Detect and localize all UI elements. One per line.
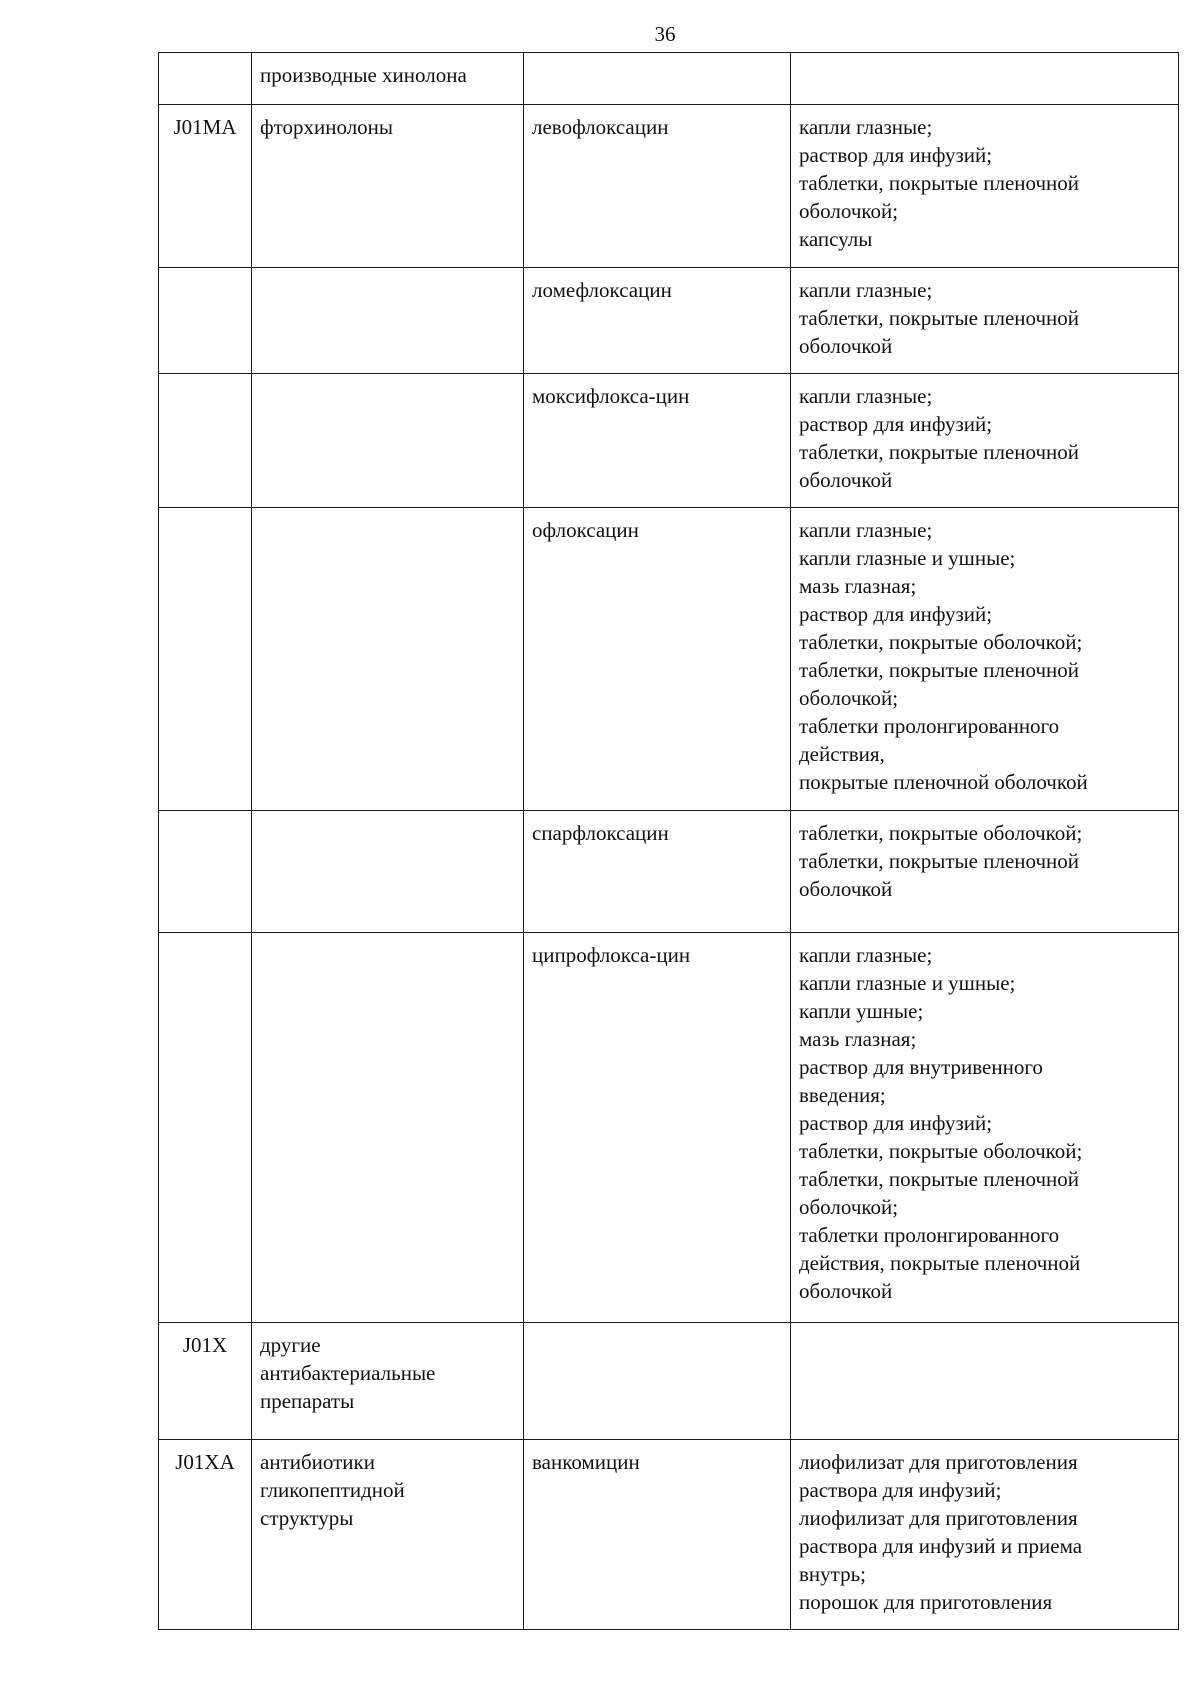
dosage-forms-text: капли глазные и ушные; — [799, 971, 1016, 995]
atc-code-cell — [159, 1323, 252, 1440]
drug-name-text: ломефлоксацин — [532, 278, 672, 302]
dosage-forms-text: раствор для инфузий; — [799, 1111, 993, 1135]
group-cell — [252, 811, 524, 933]
drug-name-cell — [524, 933, 791, 1323]
dosage-forms-text: действия, — [799, 742, 885, 766]
atc-code-cell — [159, 53, 252, 105]
drug-name-text: левофлоксацин — [532, 115, 669, 139]
dosage-forms-text: внутрь; — [799, 1562, 866, 1586]
dosage-forms-text: таблетки пролонгированного — [799, 714, 1060, 738]
dosage-forms-text: таблетки, покрытые пленочной — [799, 658, 1080, 682]
dosage-forms-cell — [791, 811, 1179, 933]
group-text: производные хинолона — [260, 63, 467, 87]
drug-name-cell — [524, 1440, 791, 1630]
drug-list-table — [158, 52, 1179, 1630]
group-cell — [252, 105, 524, 268]
dosage-forms-text: капли глазные; — [799, 115, 933, 139]
group-cell — [252, 268, 524, 374]
dosage-forms-text: введения; — [799, 1083, 886, 1107]
dosage-forms-cell — [791, 268, 1179, 374]
dosage-forms-text: капли глазные; — [799, 384, 933, 408]
drug-name-text: ципрофлокса-цин — [532, 943, 691, 967]
atc-code-cell — [159, 374, 252, 508]
dosage-forms-cell — [791, 508, 1179, 811]
drug-name-text: ванкомицин — [532, 1450, 640, 1474]
group-cell — [252, 53, 524, 105]
dosage-forms-text: мазь глазная; — [799, 1027, 917, 1051]
dosage-forms-text: таблетки пролонгированного — [799, 1223, 1060, 1247]
group-text: гликопептидной — [260, 1478, 405, 1502]
table-row — [159, 268, 1179, 374]
drug-name-text: спарфлоксацин — [532, 821, 669, 845]
atc-code-cell — [159, 811, 252, 933]
dosage-forms-text: капли ушные; — [799, 999, 924, 1023]
dosage-forms-text: таблетки, покрытые пленочной — [799, 171, 1080, 195]
table-row — [159, 53, 1179, 105]
dosage-forms-text: капли глазные; — [799, 278, 933, 302]
dosage-forms-text: раствора для инфузий и приема — [799, 1534, 1083, 1558]
group-text: структуры — [260, 1506, 354, 1530]
group-text: антибактериальные — [260, 1361, 436, 1385]
table-row — [159, 374, 1179, 508]
dosage-forms-text: оболочкой; — [799, 686, 899, 710]
dosage-forms-cell — [791, 1440, 1179, 1630]
table-row — [159, 811, 1179, 933]
table-row — [159, 508, 1179, 811]
dosage-forms-text: раствор для внутривенного — [799, 1055, 1043, 1079]
atc-code-text: J01MA — [173, 115, 237, 139]
group-text: препараты — [260, 1389, 355, 1413]
dosage-forms-cell — [791, 53, 1179, 105]
dosage-forms-text: действия, покрытые пленочной — [799, 1251, 1081, 1275]
atc-code-cell — [159, 105, 252, 268]
table-row — [159, 933, 1179, 1323]
drug-name-cell — [524, 508, 791, 811]
atc-code-cell — [159, 268, 252, 374]
table-row — [159, 1323, 1179, 1440]
dosage-forms-text: капли глазные и ушные; — [799, 546, 1016, 570]
dosage-forms-cell — [791, 374, 1179, 508]
atc-code-cell — [159, 1440, 252, 1630]
group-cell — [252, 508, 524, 811]
dosage-forms-text: оболочкой — [799, 334, 893, 358]
dosage-forms-text: таблетки, покрытые оболочкой; — [799, 630, 1083, 654]
atc-code-cell — [159, 508, 252, 811]
drug-name-cell — [524, 53, 791, 105]
dosage-forms-text: оболочкой; — [799, 199, 899, 223]
dosage-forms-text: капли глазные; — [799, 943, 933, 967]
atc-code-cell — [159, 933, 252, 1323]
dosage-forms-text: лиофилизат для приготовления — [799, 1506, 1078, 1530]
drug-name-cell — [524, 268, 791, 374]
group-cell — [252, 1323, 524, 1440]
drug-name-text: офлоксацин — [532, 518, 639, 542]
dosage-forms-text: таблетки, покрытые оболочкой; — [799, 821, 1083, 845]
dosage-forms-cell — [791, 105, 1179, 268]
dosage-forms-text: таблетки, покрытые пленочной — [799, 440, 1080, 464]
table-row — [159, 1440, 1179, 1630]
group-cell — [252, 1440, 524, 1630]
dosage-forms-text: оболочкой — [799, 877, 893, 901]
dosage-forms-text: раствор для инфузий; — [799, 143, 993, 167]
dosage-forms-text: лиофилизат для приготовления — [799, 1450, 1078, 1474]
dosage-forms-text: мазь глазная; — [799, 574, 917, 598]
table-row — [159, 105, 1179, 268]
group-cell — [252, 374, 524, 508]
drug-name-cell — [524, 1323, 791, 1440]
dosage-forms-text: оболочкой — [799, 468, 893, 492]
drug-name-cell — [524, 374, 791, 508]
drug-name-cell — [524, 105, 791, 268]
dosage-forms-text: таблетки, покрытые оболочкой; — [799, 1139, 1083, 1163]
drug-name-cell — [524, 811, 791, 933]
dosage-forms-cell — [791, 1323, 1179, 1440]
dosage-forms-text: оболочкой — [799, 1279, 893, 1303]
dosage-forms-text: раствора для инфузий; — [799, 1478, 1002, 1502]
dosage-forms-text: таблетки, покрытые пленочной — [799, 306, 1080, 330]
drug-name-text: моксифлокса-цин — [532, 384, 690, 408]
group-text: фторхинолоны — [260, 115, 394, 139]
atc-code-text: J01XA — [175, 1450, 235, 1474]
dosage-forms-text: таблетки, покрытые пленочной — [799, 849, 1080, 873]
dosage-forms-text: раствор для инфузий; — [799, 412, 993, 436]
dosage-forms-text: покрытые пленочной оболочкой — [799, 770, 1088, 794]
atc-code-text: J01X — [182, 1333, 228, 1357]
group-cell — [252, 933, 524, 1323]
group-text: антибиотики — [260, 1450, 375, 1474]
group-text: другие — [260, 1333, 321, 1357]
dosage-forms-text: раствор для инфузий; — [799, 602, 993, 626]
dosage-forms-text: капсулы — [799, 227, 873, 251]
dosage-forms-text: таблетки, покрытые пленочной — [799, 1167, 1080, 1191]
dosage-forms-text: порошок для приготовления — [799, 1590, 1053, 1614]
dosage-forms-text: оболочкой; — [799, 1195, 899, 1219]
page-number: 36 — [654, 22, 676, 46]
dosage-forms-cell — [791, 933, 1179, 1323]
dosage-forms-text: капли глазные; — [799, 518, 933, 542]
